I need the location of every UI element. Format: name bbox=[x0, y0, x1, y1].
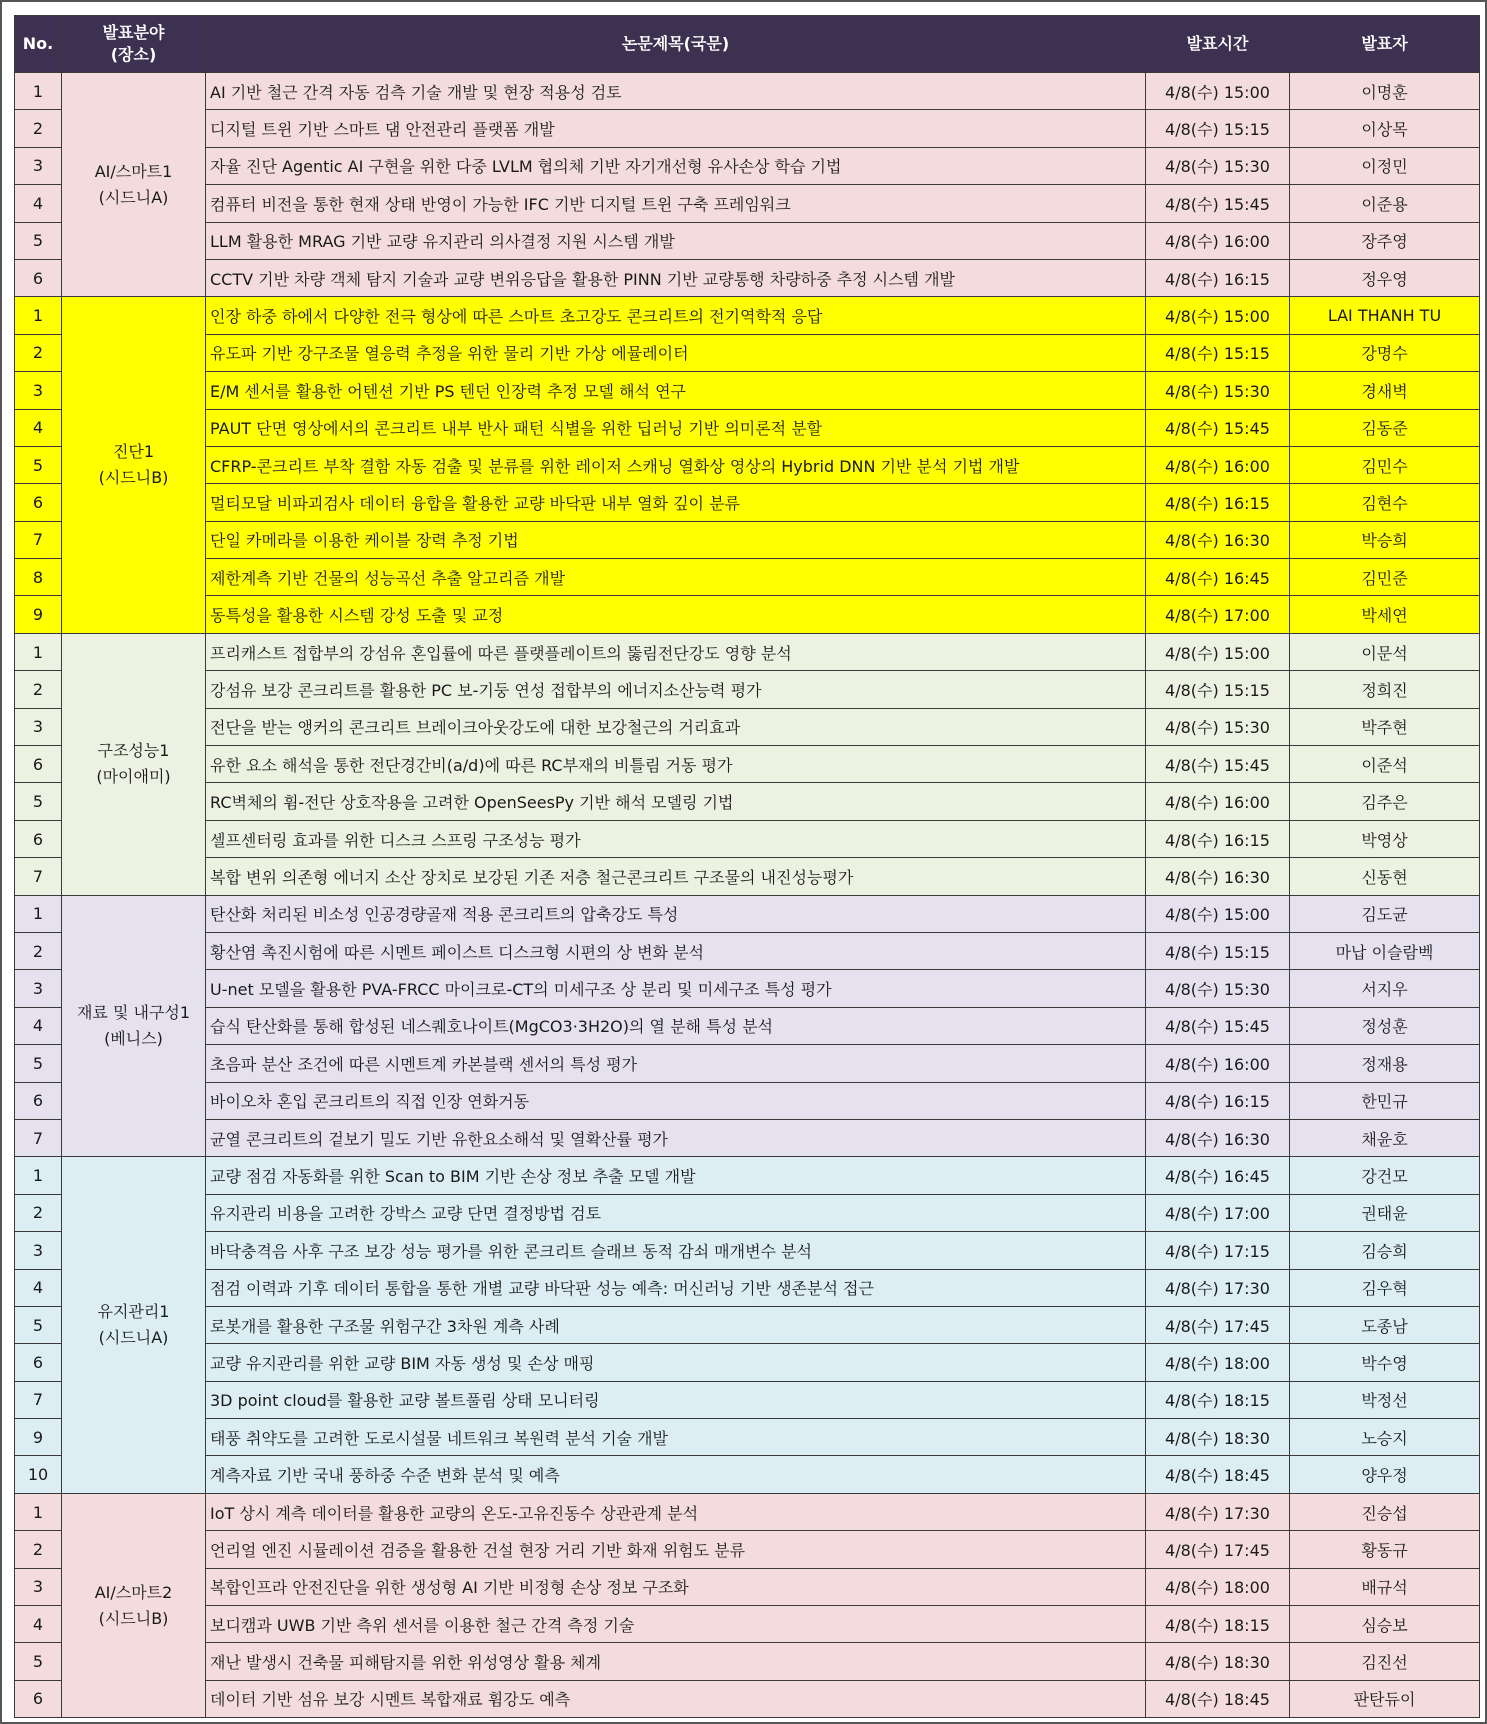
presentation-time: 4/8(수) 15:00 bbox=[1146, 895, 1290, 932]
table-row bbox=[15, 1493, 1480, 1530]
row-number: 1 bbox=[15, 1493, 62, 1530]
paper-title: 습식 탄산화를 통해 합성된 네스퀘호나이트(MgCO3·3H2O)의 열 분해 특성 분석 bbox=[206, 1007, 1146, 1044]
presenter-name: 노승지 bbox=[1290, 1419, 1480, 1456]
presentation-time: 4/8(수) 17:45 bbox=[1146, 1531, 1290, 1568]
presenter-name: 진승섭 bbox=[1290, 1493, 1480, 1530]
presenter-name: 신동현 bbox=[1290, 858, 1480, 895]
presenter-name: 심승보 bbox=[1290, 1606, 1480, 1643]
table-row bbox=[15, 1007, 1480, 1044]
paper-title: 컴퓨터 비전을 통한 현재 상태 반영이 가능한 IFC 기반 디지털 트윈 구축 프레임워크 bbox=[206, 185, 1146, 222]
presentation-time: 4/8(수) 16:00 bbox=[1146, 446, 1290, 483]
row-number: 4 bbox=[15, 185, 62, 222]
paper-title: 언리얼 엔진 시뮬레이션 검증을 활용한 건설 현장 거리 기반 화재 위험도 분류 bbox=[206, 1531, 1146, 1568]
presenter-name: 이문석 bbox=[1290, 633, 1480, 670]
presenter-name: 이준용 bbox=[1290, 185, 1480, 222]
paper-title: 황산염 촉진시험에 따른 시멘트 페이스트 디스크형 시편의 상 변화 분석 bbox=[206, 932, 1146, 969]
table-row bbox=[15, 1045, 1480, 1082]
row-number: 4 bbox=[15, 1606, 62, 1643]
session-cell bbox=[62, 1157, 206, 1494]
paper-title: E/M 센서를 활용한 어텐션 기반 PS 텐던 인장력 추정 모델 해석 연구 bbox=[206, 372, 1146, 409]
table-row bbox=[15, 1456, 1480, 1493]
row-number: 6 bbox=[15, 484, 62, 521]
paper-title: 유지관리 비용을 고려한 강박스 교량 단면 결정방법 검토 bbox=[206, 1194, 1146, 1231]
presentation-time: 4/8(수) 18:30 bbox=[1146, 1643, 1290, 1680]
presentation-time: 4/8(수) 16:30 bbox=[1146, 858, 1290, 895]
presentation-time: 4/8(수) 15:45 bbox=[1146, 409, 1290, 446]
presenter-name: 정우영 bbox=[1290, 259, 1480, 296]
presenter-name: 김민수 bbox=[1290, 446, 1480, 483]
session-cell bbox=[62, 297, 206, 634]
row-number: 7 bbox=[15, 1381, 62, 1418]
paper-title: 재난 발생시 건축물 피해탐지를 위한 위성영상 활용 체계 bbox=[206, 1643, 1146, 1680]
session-name: AI/스마트1 bbox=[94, 161, 173, 181]
presenter-name: 이준석 bbox=[1290, 746, 1480, 783]
presentation-time: 4/8(수) 16:00 bbox=[1146, 783, 1290, 820]
paper-title: 탄산화 처리된 비소성 인공경량골재 적용 콘크리트의 압축강도 특성 bbox=[206, 895, 1146, 932]
paper-title: PAUT 단면 영상에서의 콘크리트 내부 반사 패턴 식별을 위한 딥러닝 기반 의미론적 분할 bbox=[206, 409, 1146, 446]
header-no: No. bbox=[15, 16, 62, 73]
presentation-time: 4/8(수) 17:00 bbox=[1146, 596, 1290, 633]
table-row bbox=[15, 559, 1480, 596]
presentation-time: 4/8(수) 15:15 bbox=[1146, 110, 1290, 147]
row-number: 6 bbox=[15, 1680, 62, 1717]
table-row bbox=[15, 932, 1480, 969]
row-number: 3 bbox=[15, 147, 62, 184]
row-number: 1 bbox=[15, 895, 62, 932]
table-row bbox=[15, 110, 1480, 147]
presenter-name: 경새벽 bbox=[1290, 372, 1480, 409]
paper-title: 전단을 받는 앵커의 콘크리트 브레이크아웃강도에 대한 보강철근의 거리효과 bbox=[206, 708, 1146, 745]
session-cell bbox=[62, 633, 206, 895]
paper-title: 태풍 취약도를 고려한 도로시설물 네트워크 복원력 분석 기술 개발 bbox=[206, 1419, 1146, 1456]
paper-title: AI 기반 철근 간격 자동 검측 기술 개발 및 현장 적용성 검토 bbox=[206, 73, 1146, 110]
table-row bbox=[15, 1680, 1480, 1717]
presenter-name: 김진선 bbox=[1290, 1643, 1480, 1680]
table-row bbox=[15, 1119, 1480, 1156]
paper-title: 로봇개를 활용한 구조물 위험구간 3차원 계측 사례 bbox=[206, 1306, 1146, 1343]
presentation-time: 4/8(수) 18:15 bbox=[1146, 1606, 1290, 1643]
paper-title: 멀티모달 비파괴검사 데이터 융합을 활용한 교량 바닥판 내부 열화 깊이 분류 bbox=[206, 484, 1146, 521]
row-number: 5 bbox=[15, 783, 62, 820]
row-number: 2 bbox=[15, 110, 62, 147]
presenter-name: 김동준 bbox=[1290, 409, 1480, 446]
presentation-time: 4/8(수) 15:30 bbox=[1146, 372, 1290, 409]
paper-title: 유한 요소 해석을 통한 전단경간비(a/d)에 따른 RC부재의 비틀림 거동 평가 bbox=[206, 746, 1146, 783]
session-place: (시드니A) bbox=[98, 1328, 169, 1348]
presentation-time: 4/8(수) 16:15 bbox=[1146, 259, 1290, 296]
table-row bbox=[15, 633, 1480, 670]
row-number: 6 bbox=[15, 746, 62, 783]
presentation-time: 4/8(수) 15:00 bbox=[1146, 73, 1290, 110]
session-name: AI/스마트2 bbox=[94, 1582, 173, 1602]
presentation-time: 4/8(수) 16:45 bbox=[1146, 1157, 1290, 1194]
presentation-time: 4/8(수) 17:00 bbox=[1146, 1194, 1290, 1231]
presentation-time: 4/8(수) 16:15 bbox=[1146, 1082, 1290, 1119]
presentation-time: 4/8(수) 16:15 bbox=[1146, 484, 1290, 521]
table-row bbox=[15, 1232, 1480, 1269]
row-number: 6 bbox=[15, 1344, 62, 1381]
row-number: 5 bbox=[15, 1045, 62, 1082]
table-row bbox=[15, 708, 1480, 745]
presentation-time: 4/8(수) 16:45 bbox=[1146, 559, 1290, 596]
paper-title: 데이터 기반 섬유 보강 시멘트 복합재료 휨강도 예측 bbox=[206, 1680, 1146, 1717]
row-number: 6 bbox=[15, 820, 62, 857]
row-number: 3 bbox=[15, 1232, 62, 1269]
presentation-time: 4/8(수) 16:00 bbox=[1146, 222, 1290, 259]
row-number: 10 bbox=[15, 1456, 62, 1493]
table-row bbox=[15, 521, 1480, 558]
table-row bbox=[15, 334, 1480, 371]
row-number: 1 bbox=[15, 633, 62, 670]
presentation-time: 4/8(수) 15:30 bbox=[1146, 708, 1290, 745]
paper-title: 프리캐스트 접합부의 강섬유 혼입률에 따른 플랫플레이트의 뚫림전단강도 영향 분석 bbox=[206, 633, 1146, 670]
presentation-time: 4/8(수) 15:45 bbox=[1146, 185, 1290, 222]
presenter-name: 박영상 bbox=[1290, 820, 1480, 857]
table-row bbox=[15, 1157, 1480, 1194]
paper-title: 교량 점검 자동화를 위한 Scan to BIM 기반 손상 정보 추출 모델 개발 bbox=[206, 1157, 1146, 1194]
row-number: 5 bbox=[15, 222, 62, 259]
presenter-name: 한민규 bbox=[1290, 1082, 1480, 1119]
presentation-time: 4/8(수) 18:00 bbox=[1146, 1568, 1290, 1605]
presentation-time: 4/8(수) 18:45 bbox=[1146, 1680, 1290, 1717]
paper-title: LLM 활용한 MRAG 기반 교량 유지관리 의사결정 지원 시스템 개발 bbox=[206, 222, 1146, 259]
presenter-name: 이정민 bbox=[1290, 147, 1480, 184]
session-cell bbox=[62, 1493, 206, 1717]
presenter-name: 김현수 bbox=[1290, 484, 1480, 521]
presenter-name: 정희진 bbox=[1290, 671, 1480, 708]
paper-title: 복합 변위 의존형 에너지 소산 장치로 보강된 기존 저층 철근콘크리트 구조물의 내진성능평가 bbox=[206, 858, 1146, 895]
table-row bbox=[15, 1381, 1480, 1418]
table-row bbox=[15, 259, 1480, 296]
presenter-name: 김도균 bbox=[1290, 895, 1480, 932]
paper-title: 바이오차 혼입 콘크리트의 직접 인장 연화거동 bbox=[206, 1082, 1146, 1119]
paper-title: 디지털 트윈 기반 스마트 댐 안전관리 플랫폼 개발 bbox=[206, 110, 1146, 147]
session-cell bbox=[62, 73, 206, 297]
session-cell bbox=[62, 895, 206, 1157]
presentation-time: 4/8(수) 15:45 bbox=[1146, 746, 1290, 783]
header-title: 논문제목(국문) bbox=[206, 16, 1146, 73]
presenter-name: 판탄듀이 bbox=[1290, 1680, 1480, 1717]
table-row bbox=[15, 1606, 1480, 1643]
presenter-name: 배규석 bbox=[1290, 1568, 1480, 1605]
paper-title: 인장 하중 하에서 다양한 전극 형상에 따른 스마트 초고강도 콘크리트의 전기역학적 응답 bbox=[206, 297, 1146, 334]
session-name: 구조성능1 bbox=[97, 741, 170, 761]
row-number: 5 bbox=[15, 446, 62, 483]
row-number: 7 bbox=[15, 1119, 62, 1156]
table-row bbox=[15, 1306, 1480, 1343]
row-number: 5 bbox=[15, 1643, 62, 1680]
presenter-name: 황동규 bbox=[1290, 1531, 1480, 1568]
schedule-table bbox=[14, 15, 1480, 1718]
row-number: 5 bbox=[15, 1306, 62, 1343]
row-number: 8 bbox=[15, 559, 62, 596]
table-row bbox=[15, 1643, 1480, 1680]
table-row bbox=[15, 783, 1480, 820]
row-number: 6 bbox=[15, 259, 62, 296]
paper-title: CFRP-콘크리트 부착 결함 자동 검출 및 분류를 위한 레이저 스캐닝 열화상 영상의 Hybrid DNN 기반 분석 기법 개발 bbox=[206, 446, 1146, 483]
table-row bbox=[15, 1531, 1480, 1568]
session-place: (시드니A) bbox=[98, 187, 169, 207]
row-number: 2 bbox=[15, 334, 62, 371]
presentation-time: 4/8(수) 17:15 bbox=[1146, 1232, 1290, 1269]
header-row bbox=[15, 16, 1480, 73]
paper-title: 강섬유 보강 콘크리트를 활용한 PC 보-기둥 연성 접합부의 에너지소산능력 평가 bbox=[206, 671, 1146, 708]
table-row bbox=[15, 1082, 1480, 1119]
presentation-time: 4/8(수) 18:30 bbox=[1146, 1419, 1290, 1456]
presentation-time: 4/8(수) 15:45 bbox=[1146, 1007, 1290, 1044]
presenter-name: 이상목 bbox=[1290, 110, 1480, 147]
presentation-time: 4/8(수) 15:15 bbox=[1146, 671, 1290, 708]
row-number: 1 bbox=[15, 297, 62, 334]
table-row bbox=[15, 746, 1480, 783]
presenter-name: 김우혁 bbox=[1290, 1269, 1480, 1306]
presenter-name: 박수영 bbox=[1290, 1344, 1480, 1381]
row-number: 7 bbox=[15, 521, 62, 558]
presentation-time: 4/8(수) 17:45 bbox=[1146, 1306, 1290, 1343]
row-number: 3 bbox=[15, 708, 62, 745]
presenter-name: 김주은 bbox=[1290, 783, 1480, 820]
presenter-name: 채윤호 bbox=[1290, 1119, 1480, 1156]
row-number: 9 bbox=[15, 1419, 62, 1456]
row-number: 1 bbox=[15, 73, 62, 110]
paper-title: 3D point cloud를 활용한 교량 볼트풀림 상태 모니터링 bbox=[206, 1381, 1146, 1418]
session-place: (마이애미) bbox=[96, 767, 171, 787]
row-number: 2 bbox=[15, 1194, 62, 1231]
paper-title: 복합인프라 안전진단을 위한 생성형 AI 기반 비정형 손상 정보 구조화 bbox=[206, 1568, 1146, 1605]
presenter-name: 장주영 bbox=[1290, 222, 1480, 259]
table-row bbox=[15, 147, 1480, 184]
table-row bbox=[15, 297, 1480, 334]
row-number: 3 bbox=[15, 1568, 62, 1605]
row-number: 9 bbox=[15, 596, 62, 633]
presentation-time: 4/8(수) 17:30 bbox=[1146, 1493, 1290, 1530]
presentation-time: 4/8(수) 18:00 bbox=[1146, 1344, 1290, 1381]
presenter-name: 권태윤 bbox=[1290, 1194, 1480, 1231]
paper-title: CCTV 기반 차량 객체 탐지 기술과 교량 변위응답을 활용한 PINN 기반 교량통행 차량하중 추정 시스템 개발 bbox=[206, 259, 1146, 296]
table-row bbox=[15, 820, 1480, 857]
presenter-name: 박세연 bbox=[1290, 596, 1480, 633]
header-field-line1: 발표분야 bbox=[102, 23, 165, 42]
row-number: 2 bbox=[15, 671, 62, 708]
presenter-name: 서지우 bbox=[1290, 970, 1480, 1007]
row-number: 6 bbox=[15, 1082, 62, 1119]
header-field bbox=[62, 16, 206, 73]
presentation-time: 4/8(수) 15:15 bbox=[1146, 334, 1290, 371]
paper-title: 셀프센터링 효과를 위한 디스크 스프링 구조성능 평가 bbox=[206, 820, 1146, 857]
table-row bbox=[15, 484, 1480, 521]
row-number: 3 bbox=[15, 372, 62, 409]
table-row bbox=[15, 372, 1480, 409]
paper-title: 보디캠과 UWB 기반 측위 센서를 이용한 철근 간격 측정 기술 bbox=[206, 1606, 1146, 1643]
table-row bbox=[15, 895, 1480, 932]
paper-title: 계측자료 기반 국내 풍하중 수준 변화 분석 및 예측 bbox=[206, 1456, 1146, 1493]
presenter-name: 정재용 bbox=[1290, 1045, 1480, 1082]
row-number: 4 bbox=[15, 1007, 62, 1044]
paper-title: U-net 모델을 활용한 PVA-FRCC 마이크로-CT의 미세구조 상 분리 및 미세구조 특성 평가 bbox=[206, 970, 1146, 1007]
presenter-name: 박승희 bbox=[1290, 521, 1480, 558]
presentation-time: 4/8(수) 15:30 bbox=[1146, 970, 1290, 1007]
paper-title: IoT 상시 계측 데이터를 활용한 교량의 온도-고유진동수 상관관계 분석 bbox=[206, 1493, 1146, 1530]
presenter-name: 김승희 bbox=[1290, 1232, 1480, 1269]
row-number: 4 bbox=[15, 1269, 62, 1306]
table-row bbox=[15, 596, 1480, 633]
presentation-time: 4/8(수) 15:15 bbox=[1146, 932, 1290, 969]
presentation-time: 4/8(수) 17:30 bbox=[1146, 1269, 1290, 1306]
table-row bbox=[15, 446, 1480, 483]
presenter-name: 정성훈 bbox=[1290, 1007, 1480, 1044]
table-row bbox=[15, 671, 1480, 708]
presentation-time: 4/8(수) 15:30 bbox=[1146, 147, 1290, 184]
session-place: (시드니B) bbox=[98, 468, 169, 488]
row-number: 3 bbox=[15, 970, 62, 1007]
presentation-time: 4/8(수) 15:00 bbox=[1146, 297, 1290, 334]
presentation-time: 4/8(수) 16:30 bbox=[1146, 1119, 1290, 1156]
table-row bbox=[15, 970, 1480, 1007]
table-row bbox=[15, 73, 1480, 110]
row-number: 1 bbox=[15, 1157, 62, 1194]
table-row bbox=[15, 1194, 1480, 1231]
table-row bbox=[15, 185, 1480, 222]
paper-title: 동특성을 활용한 시스템 강성 도출 및 교정 bbox=[206, 596, 1146, 633]
paper-title: 교량 유지관리를 위한 교량 BIM 자동 생성 및 손상 매핑 bbox=[206, 1344, 1146, 1381]
presenter-name: 도종남 bbox=[1290, 1306, 1480, 1343]
paper-title: RC벽체의 휨-전단 상호작용을 고려한 OpenSeesPy 기반 해석 모델링 기법 bbox=[206, 783, 1146, 820]
session-name: 재료 및 내구성1 bbox=[76, 1002, 191, 1022]
schedule-body bbox=[15, 73, 1480, 1718]
session-place: (시드니B) bbox=[98, 1608, 169, 1628]
paper-title: 단일 카메라를 이용한 케이블 장력 추정 기법 bbox=[206, 521, 1146, 558]
session-place: (베니스) bbox=[104, 1028, 163, 1048]
paper-title: 초음파 분산 조건에 따른 시멘트계 카본블랙 센서의 특성 평가 bbox=[206, 1045, 1146, 1082]
table-row bbox=[15, 409, 1480, 446]
presenter-name: 박정선 bbox=[1290, 1381, 1480, 1418]
presenter-name: 박주현 bbox=[1290, 708, 1480, 745]
presenter-name: 강건모 bbox=[1290, 1157, 1480, 1194]
presenter-name: 양우정 bbox=[1290, 1456, 1480, 1493]
header-time: 발표시간 bbox=[1146, 16, 1290, 73]
row-number: 2 bbox=[15, 1531, 62, 1568]
paper-title: 제한계측 기반 건물의 성능곡선 추출 알고리즘 개발 bbox=[206, 559, 1146, 596]
presentation-time: 4/8(수) 16:00 bbox=[1146, 1045, 1290, 1082]
presenter-name: 강명수 bbox=[1290, 334, 1480, 371]
presenter-name: 김민준 bbox=[1290, 559, 1480, 596]
presenter-name: LAI THANH TU bbox=[1290, 297, 1480, 334]
table-row bbox=[15, 1568, 1480, 1605]
table-row bbox=[15, 1269, 1480, 1306]
paper-title: 점검 이력과 기후 데이터 통합을 통한 개별 교량 바닥판 성능 예측: 머신러닝 기반 생존분석 접근 bbox=[206, 1269, 1146, 1306]
paper-title: 바닥충격음 사후 구조 보강 성능 평가를 위한 콘크리트 슬래브 동적 감쇠 매개변수 분석 bbox=[206, 1232, 1146, 1269]
presenter-name: 이명훈 bbox=[1290, 73, 1480, 110]
presentation-time: 4/8(수) 16:30 bbox=[1146, 521, 1290, 558]
row-number: 2 bbox=[15, 932, 62, 969]
paper-title: 균열 콘크리트의 겉보기 밀도 기반 유한요소해석 및 열확산률 평가 bbox=[206, 1119, 1146, 1156]
paper-title: 유도파 기반 강구조물 열응력 추정을 위한 물리 기반 가상 에뮬레이터 bbox=[206, 334, 1146, 371]
row-number: 7 bbox=[15, 858, 62, 895]
presenter-name: 마납 이슬람벡 bbox=[1290, 932, 1480, 969]
header-field-line2: (장소) bbox=[110, 45, 157, 64]
presentation-time: 4/8(수) 16:15 bbox=[1146, 820, 1290, 857]
presentation-time: 4/8(수) 18:15 bbox=[1146, 1381, 1290, 1418]
table-row bbox=[15, 858, 1480, 895]
presentation-time: 4/8(수) 15:00 bbox=[1146, 633, 1290, 670]
session-name: 진단1 bbox=[112, 442, 155, 462]
table-row bbox=[15, 1344, 1480, 1381]
paper-title: 자율 진단 Agentic AI 구현을 위한 다중 LVLM 협의체 기반 자기개선형 유사손상 학습 기법 bbox=[206, 147, 1146, 184]
presentation-time: 4/8(수) 18:45 bbox=[1146, 1456, 1290, 1493]
header-presenter: 발표자 bbox=[1290, 16, 1480, 73]
table-row bbox=[15, 222, 1480, 259]
session-name: 유지관리1 bbox=[97, 1302, 170, 1322]
row-number: 4 bbox=[15, 409, 62, 446]
table-row bbox=[15, 1419, 1480, 1456]
